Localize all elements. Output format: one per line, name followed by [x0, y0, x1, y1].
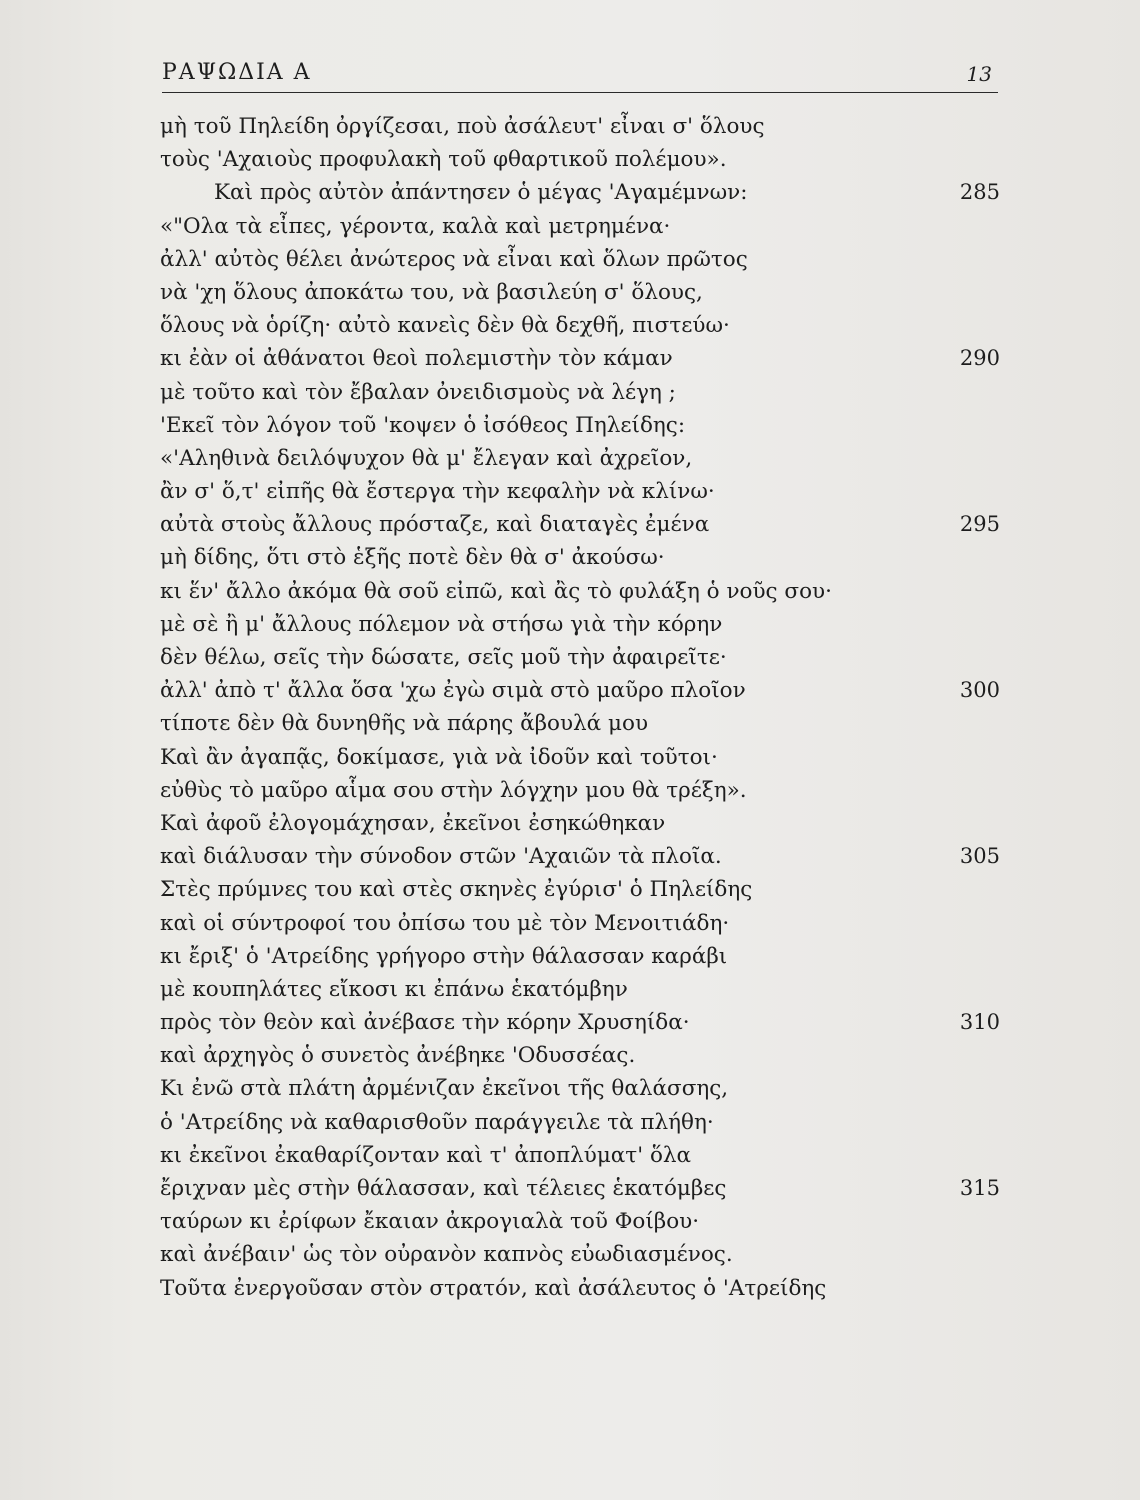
page-number: 13 [966, 62, 992, 86]
verse-text: εὐθὺς τὸ μαῦρο αἷμα σου στὴν λόγχην μου θὰ τρέξη». [160, 777, 747, 803]
verse-text: καὶ διάλυσαν τὴν σύνοδον στῶν 'Αχαιῶν τὰ πλοῖα. [160, 844, 722, 870]
verse-line [160, 1272, 1000, 1305]
line-number: 285 [959, 180, 1000, 205]
verse-line [160, 376, 1000, 409]
verse-line [160, 143, 1000, 176]
verse-line [160, 309, 1000, 342]
running-head: ΡΑΨΩΔΙΑ Α [162, 60, 312, 85]
line-number: 290 [959, 346, 1000, 371]
verse-text: καὶ οἱ σύντροφοί του ὀπίσω του μὲ τὸν Μενοιτιάδη· [160, 910, 730, 936]
verse-line [160, 409, 1000, 442]
verse-line [160, 276, 1000, 309]
verse-text: μὲ σὲ ἢ μ' ἄλλους πόλεμον νὰ στήσω γιὰ τὴν κόρην [160, 611, 723, 637]
verse-text: μὴ τοῦ Πηλείδη ὀργίζεσαι, ποὺ ἀσάλευτ' εἶναι σ' ὅλους [160, 114, 765, 139]
verse-text: τίποτε δὲν θὰ δυνηθῆς νὰ πάρης ἄβουλά μου [160, 711, 649, 737]
verse-text: νὰ 'χη ὅλους ἀποκάτω του, νὰ βασιλεύη σ' ὅλους, [160, 279, 703, 305]
page-header [162, 60, 992, 94]
verse-text: Καὶ ἀφοῦ ἐλογομάχησαν, ἐκεῖνοι ἐσηκώθηκαν [160, 810, 666, 836]
verse-text: 'Εκεῖ τὸν λόγον τοῦ 'κοψεν ὁ ἰσόθεος Πηλείδης: [160, 412, 686, 438]
verse-text: Καὶ πρὸς αὐτὸν ἀπάντησεν ὁ μέγας 'Αγαμέμνων: [214, 180, 748, 206]
header-rule [162, 92, 998, 93]
verse-line [160, 674, 1000, 707]
verse-line [160, 940, 1000, 973]
verse-line [160, 840, 1000, 873]
verse-list [160, 110, 1000, 1305]
verse-line [160, 475, 1000, 508]
verse-text: καὶ ἀρχηγὸς ὁ συνετὸς ἀνέβηκε 'Οδυσσέας. [160, 1043, 636, 1069]
verse-text: ἀλλ' αὐτὸς θέλει ἀνώτερος νὰ εἶναι καὶ ὅλων πρῶτος [160, 246, 748, 272]
verse-line [160, 210, 1000, 243]
verse-line [160, 1238, 1000, 1271]
verse-line [160, 243, 1000, 276]
verse-text: καὶ ἀνέβαιν' ὡς τὸν οὐρανὸν καπνὸς εὐωδιασμένος. [160, 1242, 733, 1268]
verse-text: κι ἕν' ἄλλο ἀκόμα θὰ σοῦ εἰπῶ, καὶ ἂς τὸ φυλάξη ὁ νοῦς σου· [160, 578, 832, 604]
verse-text: Κι ἐνῶ στὰ πλάτη ἀρμένιζαν ἐκεῖνοι τῆς θαλάσσης, [160, 1076, 729, 1102]
verse-line [160, 707, 1000, 740]
verse-text: «'Αληθινὰ δειλόψυχον θὰ μ' ἔλεγαν καὶ ἀχρεῖον, [160, 445, 693, 471]
verse-line [160, 741, 1000, 774]
verse-line [160, 873, 1000, 906]
verse-text: τοὺς 'Αχαιοὺς προφυλακὴ τοῦ φθαρτικοῦ πολέμου». [160, 147, 727, 173]
verse-line [160, 442, 1000, 475]
verse-text: ταύρων κι ἐρίφων ἔκαιαν ἀκρογιαλὰ τοῦ Φοίβου· [160, 1209, 700, 1235]
line-number: 295 [959, 512, 1000, 537]
verse-text: ὁ 'Ατρείδης νὰ καθαρισθοῦν παράγγειλε τὰ πλήθη· [160, 1109, 714, 1135]
verse-line [160, 508, 1000, 541]
verse-text: μὲ κουπηλάτες εἴκοσι κι ἐπάνω ἑκατόμβην [160, 976, 628, 1002]
verse-text: μὴ δίδης, ὅτι στὸ ἑξῆς ποτὲ δὲν θὰ σ' ἀκούσω· [160, 545, 665, 571]
verse-text: μὲ τοῦτο καὶ τὸν ἔβαλαν ὀνειδισμοὺς νὰ λέγη ; [160, 379, 676, 405]
line-number: 305 [959, 844, 1000, 869]
verse-text: ἀλλ' ἀπὸ τ' ἄλλα ὅσα 'χω ἐγὼ σιμὰ στὸ μαῦρο πλοῖον [160, 678, 746, 704]
verse-text: Τοῦτα ἐνεργοῦσαν στὸν στρατόν, καὶ ἀσάλευτος ὁ 'Ατρείδης [160, 1275, 827, 1301]
verse-line [160, 807, 1000, 840]
verse-text: κι ἐὰν οἱ ἀθάνατοι θεοὶ πολεμιστὴν τὸν κάμαν [160, 346, 673, 372]
verse-text: δὲν θέλω, σεῖς τὴν δώσατε, σεῖς μοῦ τὴν ἀφαιρεῖτε· [160, 645, 727, 670]
verse-text: πρὸς τὸν θεὸν καὶ ἀνέβασε τὴν κόρην Χρυσηίδα· [160, 1010, 690, 1036]
line-number: 310 [959, 1010, 1000, 1035]
verse-line [160, 1106, 1000, 1139]
verse-line [160, 342, 1000, 375]
verse-text: Στὲς πρύμνες του καὶ στὲς σκηνὲς ἐγύρισ' ὁ Πηλείδης [160, 877, 753, 903]
verse-line [160, 608, 1000, 641]
line-number: 300 [959, 678, 1000, 703]
line-number: 315 [959, 1176, 1000, 1200]
verse-line [160, 774, 1000, 807]
verse-text: ἂν σ' ὅ,τ' εἰπῆς θὰ ἔστεργα τὴν κεφαλὴν νὰ κλίνω· [160, 479, 715, 505]
verse-line [160, 575, 1000, 608]
verse-line [160, 907, 1000, 940]
verse-text: αὐτὰ στοὺς ἄλλους πρόσταζε, καὶ διαταγὲς ἐμένα [160, 512, 710, 538]
verse-line [160, 641, 1000, 674]
verse-line [160, 110, 1000, 143]
verse-text: ἔριχναν μὲς στὴν θάλασσαν, καὶ τέλειες ἑκατόμβες [160, 1176, 727, 1201]
verse-text: ὅλους νὰ ὁρίζη· αὐτὸ κανεὶς δὲν θὰ δεχθῆ, πιστεύω· [160, 313, 730, 339]
verse-text: κι ἐκεῖνοι ἐκαθαρίζονταν καὶ τ' ἀποπλύματ' ὅλα [160, 1142, 692, 1168]
verse-line [160, 1039, 1000, 1072]
verse-line [160, 176, 1000, 209]
verse-line [160, 1072, 1000, 1105]
verse-text: «"Ολα τὰ εἶπες, γέροντα, καλὰ καὶ μετρημένα· [160, 213, 671, 239]
verse-text: Καὶ ἂν ἀγαπᾷς, δοκίμασε, γιὰ νὰ ἰδοῦν καὶ τοῦτοι· [160, 744, 718, 770]
verse-line [160, 1139, 1000, 1172]
verse-line [160, 1205, 1000, 1238]
verse-line [160, 1006, 1000, 1039]
verse-line [160, 973, 1000, 1006]
verse-text: κι ἔριξ' ὁ 'Ατρείδης γρήγορο στὴν θάλασσαν καράβι [160, 943, 728, 969]
verse-line [160, 1172, 1000, 1205]
verse-line [160, 541, 1000, 574]
